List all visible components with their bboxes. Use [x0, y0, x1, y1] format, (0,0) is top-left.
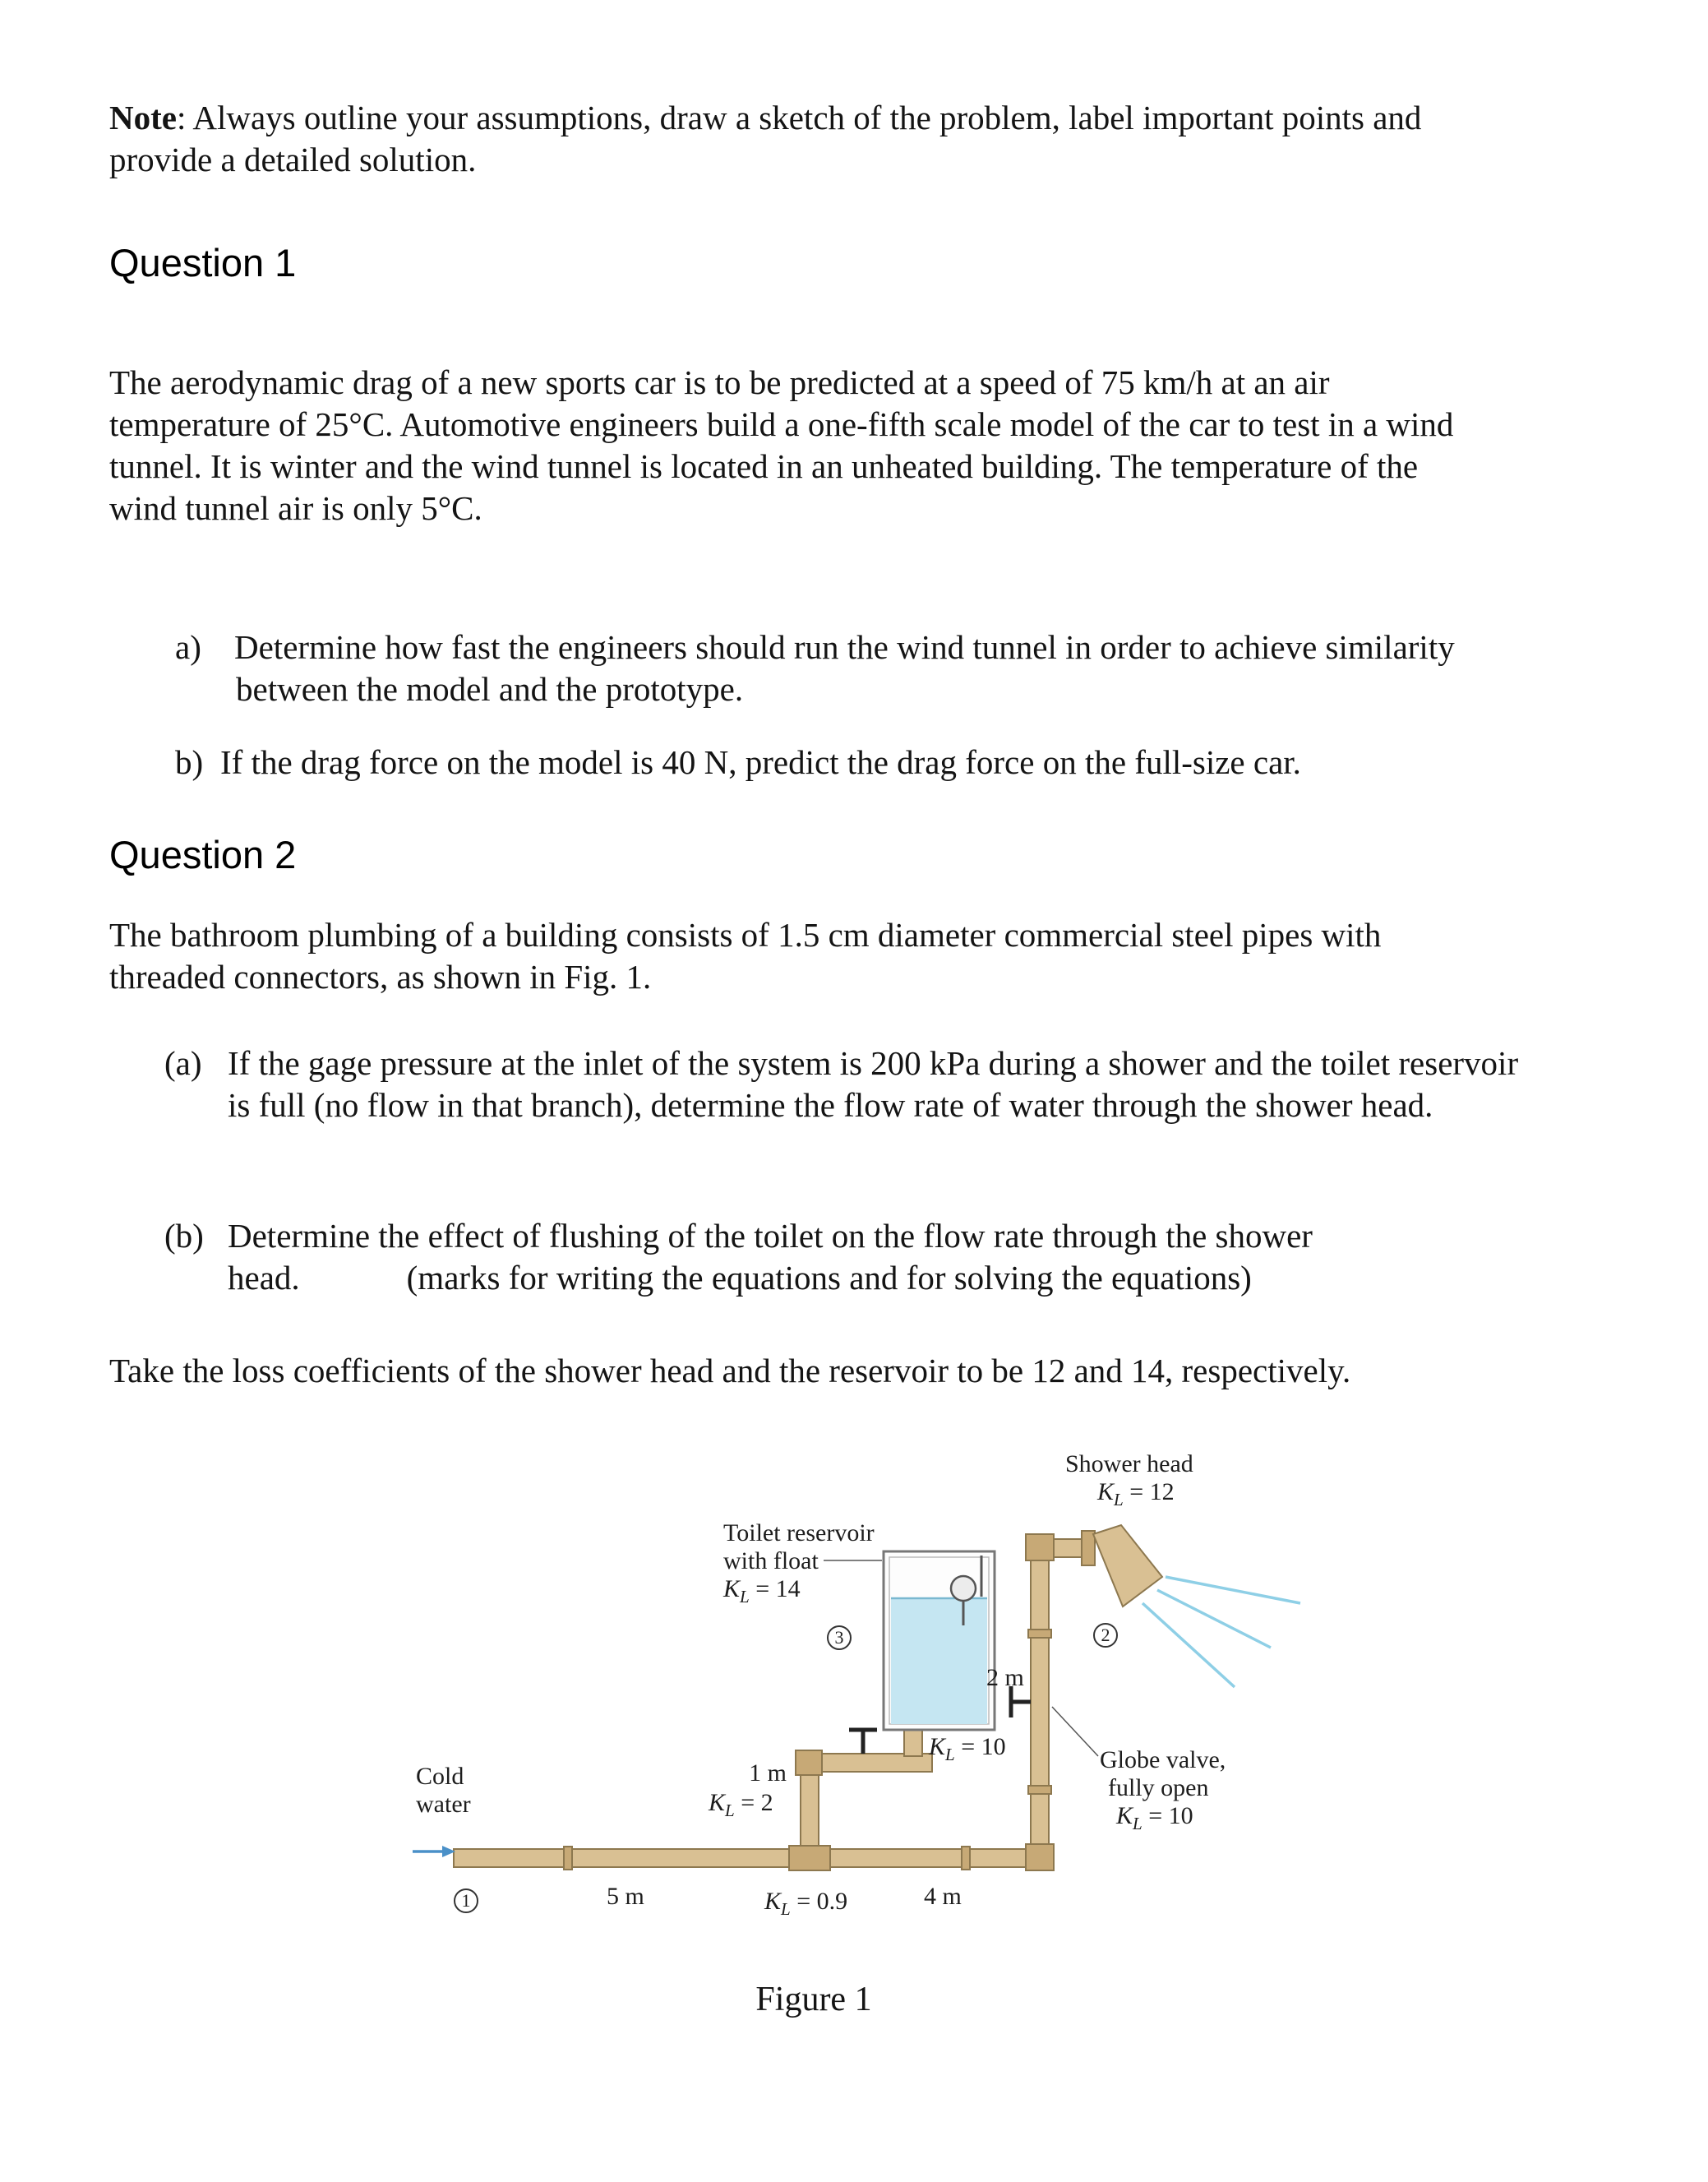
- reservoir-water: [891, 1598, 987, 1724]
- globe-valve: [1011, 1686, 1098, 1756]
- node-3-marker: 3: [827, 1625, 852, 1650]
- question-1-item-a: [175, 626, 1518, 710]
- label-cold: Cold: [416, 1763, 464, 1790]
- pipe-coupling: [962, 1847, 970, 1870]
- tee-fitting: [789, 1846, 830, 1870]
- globe-valve-leader-line: [1052, 1707, 1098, 1756]
- label-4m: 4 m: [924, 1883, 962, 1910]
- label-reservoir-line2: with float: [723, 1547, 819, 1574]
- item-2b-note: (marks for writing the equations and for solving the equations): [406, 1259, 1252, 1297]
- label-tee-kl: $K_L = 0.9$: [764, 1888, 848, 1919]
- item-2a-label: (a): [164, 1044, 202, 1082]
- node-2-marker: 2: [1093, 1623, 1118, 1648]
- label-reservoir-kl: $K_L = 14$: [723, 1575, 801, 1606]
- note-paragraph: [109, 97, 1474, 181]
- item-a-text: Determine how fast the engineers should run the wind tunnel in order to achieve similarity between the model and the prototype.: [234, 628, 1455, 708]
- spray-line: [1166, 1577, 1300, 1603]
- item-2b-label: (b): [164, 1217, 204, 1255]
- bottom-right-elbow-fitting: [1026, 1844, 1054, 1870]
- item-2b-line2: head.: [228, 1259, 300, 1297]
- spray-line: [1157, 1590, 1271, 1648]
- figure-1: [403, 1440, 1340, 1967]
- pipe-coupling: [564, 1847, 572, 1870]
- question-2-item-a: [164, 1042, 1543, 1126]
- label-reservoir-line1: Toilet reservoir: [723, 1519, 875, 1546]
- inlet-flow-arrow: [413, 1846, 455, 1857]
- item-b-text: If the drag force on the model is 40 N, predict the drag force on the full-size car.: [220, 743, 1301, 781]
- question-2-body: The bathroom plumbing of a building consists of 1.5 cm diameter commercial steel pipes with threaded connectors, as shown in Fig. 1.: [109, 916, 1382, 996]
- question-1-heading: Question 1: [109, 241, 297, 284]
- label-riser-kl: $K_L = 2$: [709, 1789, 773, 1820]
- right-vertical-pipe: [1031, 1539, 1049, 1867]
- item-b-label: b): [175, 743, 204, 781]
- question-1-item-b: [175, 742, 1683, 784]
- shower-spray-lines: [1143, 1577, 1300, 1687]
- spray-line: [1143, 1603, 1235, 1687]
- shower-cone: [1093, 1525, 1162, 1606]
- float-ball: [951, 1576, 976, 1601]
- question-2-heading: Question 2: [109, 833, 297, 876]
- riser-elbow-fitting: [796, 1750, 822, 1775]
- question-2-item-b: [164, 1215, 1576, 1299]
- node-1-marker: 1: [454, 1888, 478, 1913]
- item-2b-line1: Determine the effect of flushing of the toilet on the flow rate through the shower: [228, 1217, 1313, 1255]
- label-globe-valve-line2: fully open: [1108, 1774, 1209, 1801]
- note-label: Note: [109, 99, 177, 136]
- label-branch-valve-kl: $K_L = 10$: [929, 1733, 1006, 1764]
- item-a-label: a): [175, 628, 201, 666]
- top-right-elbow-fitting: [1026, 1534, 1054, 1560]
- pipe-coupling: [1028, 1786, 1051, 1794]
- label-1m: 1 m: [749, 1759, 787, 1787]
- shower-head: [1093, 1525, 1300, 1687]
- question-2-closing: Take the loss coefficients of the shower head and the reservoir to be 12 and 14, respectively.: [109, 1352, 1351, 1389]
- question-1-body: The aerodynamic drag of a new sports car is to be predicted at a speed of 75 km/h at an air temperature of 25°C. Automotive engineers build a one-fifth scale model of the car to test in a wind tunnel. It is winter and the wind tunnel is located in an unheated building. The temperature of the wind tunnel air is only 5°C.: [109, 363, 1454, 527]
- note-text: : Always outline your assumptions, draw a sketch of the problem, label important points and provide a detailed solution.: [109, 99, 1422, 178]
- item-2a-text: If the gage pressure at the inlet of the system is 200 kPa during a shower and the toilet reservoir is full (no flow in that branch), determine the flow rate of water through the shower head.: [228, 1044, 1519, 1124]
- label-shower-head: Shower head: [1065, 1450, 1193, 1477]
- pipe-coupling: [1028, 1630, 1051, 1638]
- branch-valve: [849, 1730, 877, 1754]
- figure-caption: Figure 1: [755, 1981, 872, 2018]
- label-5m: 5 m: [607, 1883, 644, 1910]
- label-water: water: [416, 1791, 471, 1818]
- label-globe-valve-kl: $K_L = 10$: [1116, 1802, 1193, 1833]
- label-2m: 2 m: [986, 1664, 1024, 1691]
- label-shower-kl: $K_L = 12$: [1097, 1478, 1175, 1509]
- shower-connector-fitting: [1082, 1531, 1095, 1565]
- label-globe-valve-line1: Globe valve,: [1100, 1746, 1226, 1773]
